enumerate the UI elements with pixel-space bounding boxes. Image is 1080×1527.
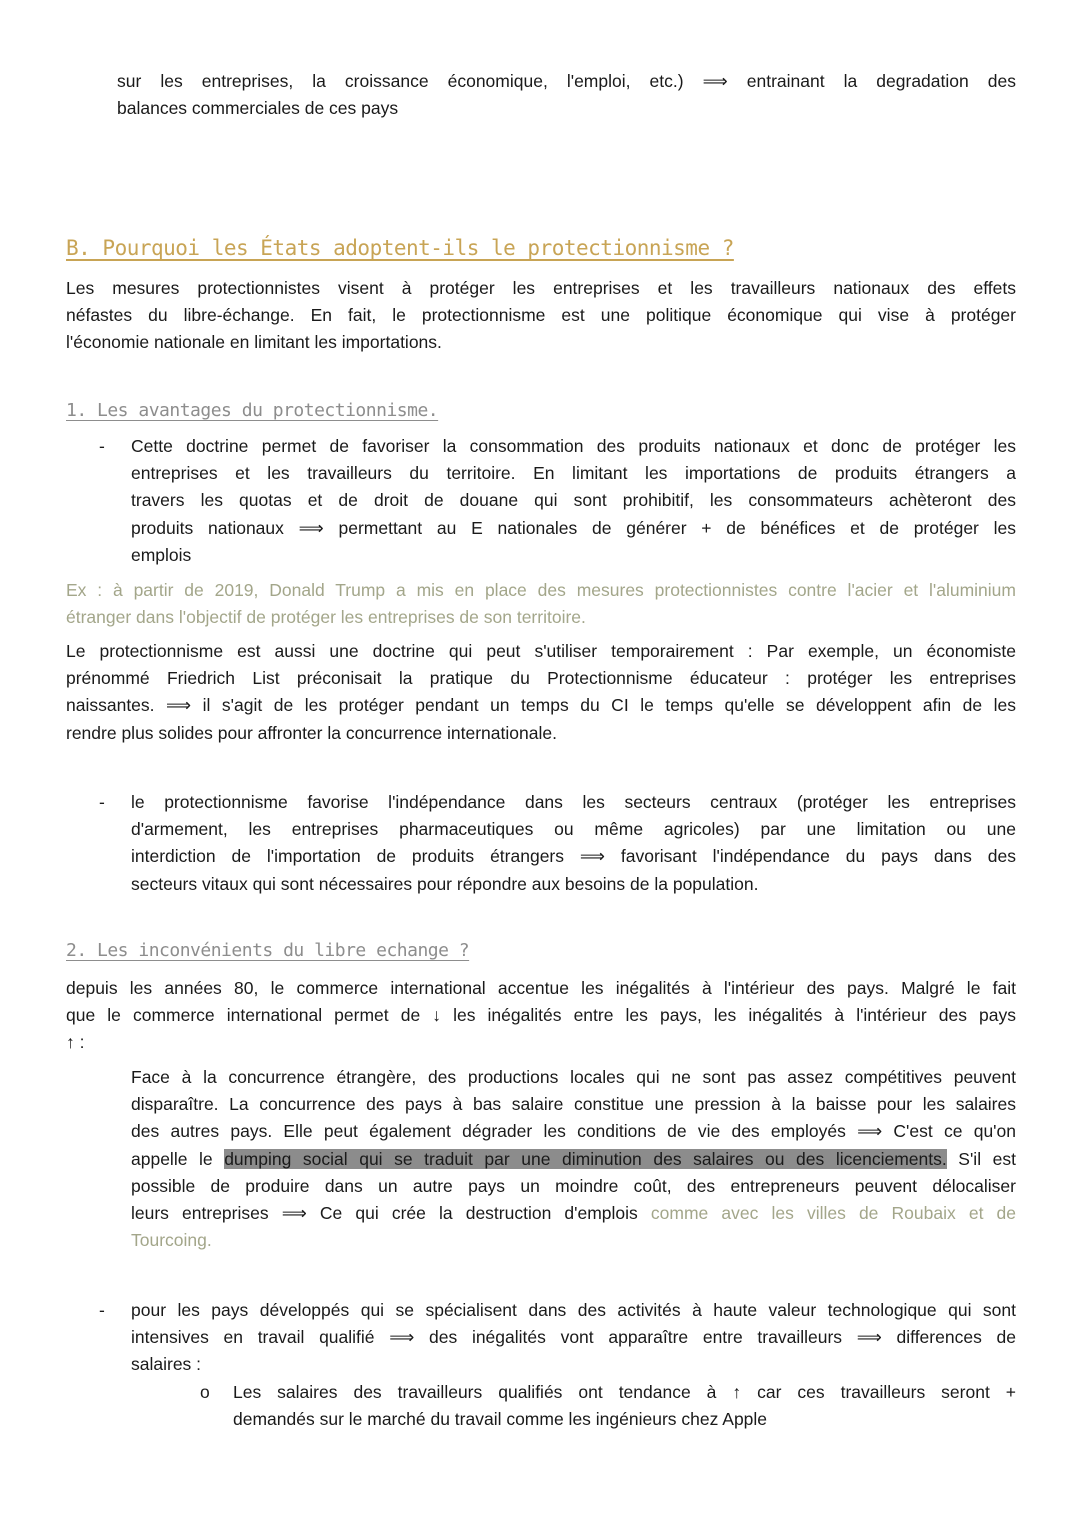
heading-b: B. Pourquoi les États adoptent-ils le protectionnisme ?: [66, 236, 734, 260]
para-2-line: que le commerce international permet de ↓ les inégalités entre les pays, les inégalités à l'intérieur des pays: [66, 1005, 1016, 1026]
para-list-line: Le protectionnisme est aussi une doctrine qui peut s'utiliser temporairement : Par exemple, un économiste: [66, 641, 1016, 661]
bullet-3-line: intensives en travail qualifié ⟹ des inégalités vont apparaître entre travailleurs ⟹ differences de: [131, 1327, 1016, 1348]
intro-continuation-line: sur les entreprises, la croissance économique, l'emploi, etc.) ⟹ entrainant la degradation des: [117, 71, 1016, 91]
bullet-1-line: emplois: [131, 544, 192, 565]
para-b-line: Les mesures protectionnistes visent à protéger les entreprises et les travailleurs nationaux des effets: [66, 278, 1016, 298]
para-dumping-line: [131, 1229, 1016, 1251]
heading-1: 1. Les avantages du protectionnisme.: [66, 400, 439, 421]
text-segment: leurs entreprises ⟹ Ce qui crée la destruction d'emplois: [131, 1203, 651, 1223]
bullet-2-line: secteurs vitaux qui sont nécessaires pour répondre aux besoins de la population.: [131, 873, 759, 894]
para-dumping-line: [131, 1148, 1016, 1170]
bullet-3-line: pour les pays développés qui se spécialisent dans des activités à haute valeur technologique qui sont: [131, 1300, 1016, 1320]
sub-bullet-line: Les salaires des travailleurs qualifiés ont tendance à ↑ car ces travailleurs seront +: [233, 1382, 1016, 1402]
bullet-2-line: d'armement, les entreprises pharmaceutiques ou même agricoles) par une limitation ou une: [131, 819, 1016, 840]
bullet-marker: -: [99, 436, 105, 456]
example-trump-line: Ex : à partir de 2019, Donald Trump a mis en place des mesures protectionnistes contre l'acier et l'aluminium: [66, 580, 1016, 600]
para-2-line: ↑ :: [66, 1032, 85, 1053]
heading-2: 2. Les inconvénients du libre echange ?: [66, 940, 470, 961]
example-text: comme avec les villes de Roubaix et de: [650, 1203, 1017, 1223]
text-segment: appelle le: [131, 1148, 225, 1169]
para-list-line: prénommé Friedrich List préconisait la pratique du Protectionnisme éducateur : protéger les entreprises: [66, 668, 1016, 689]
bullet-1-line: travers les quotas et de droit de douane qui sont prohibitif, les consommateurs achèteront des: [131, 490, 1016, 511]
para-dumping-line: Face à la concurrence étrangère, des productions locales qui ne sont pas assez compétitives peuvent: [131, 1067, 1016, 1087]
bullet-1-line: produits nationaux ⟹ permettant au E nationales de générer + de bénéfices et de protéger les: [131, 517, 1016, 538]
bullet-2-line: interdiction de l'importation de produits étrangers ⟹ favorisant l'indépendance du pays dans des: [131, 846, 1016, 867]
sub-bullet-line: demandés sur le marché du travail comme les ingénieurs chez Apple: [233, 1409, 768, 1430]
intro-continuation-line: balances commerciales de ces pays: [117, 98, 399, 119]
bullet-3-line: salaires :: [131, 1354, 202, 1375]
para-dumping-line: possible de produire dans un autre pays un moindre coût, des entrepreneurs peuvent délocaliser: [131, 1175, 1016, 1196]
para-dumping-line: [131, 1202, 1016, 1224]
highlighted-text: dumping social qui se traduit par une diminution des salaires ou des licenciements.: [224, 1148, 947, 1169]
para-dumping-line: disparaître. La concurrence des pays à bas salaire constitue une pression à la baisse pour les salaires: [131, 1094, 1016, 1115]
bullet-1-line: entreprises et les travailleurs du territoire. En limitant les importations de produits étrangers a: [131, 463, 1016, 484]
bullet-1-line: Cette doctrine permet de favoriser la consommation des produits nationaux et donc de protéger les: [131, 436, 1016, 456]
example-trump-line: étranger dans l'objectif de protéger les entreprises de son territoire.: [66, 607, 586, 628]
para-b-line: l'économie nationale en limitant les importations.: [66, 332, 442, 353]
para-2-line: depuis les années 80, le commerce international accentue les inégalités à l'intérieur des pays. Malgré le fait: [66, 978, 1016, 998]
para-b-line: néfastes du libre-échange. En fait, le protectionnisme est une politique économique qui vise à protéger: [66, 305, 1016, 326]
example-text: Tourcoing.: [131, 1230, 212, 1251]
bullet-marker: o: [200, 1382, 210, 1402]
text-segment: S'il est: [946, 1148, 1016, 1169]
bullet-marker: -: [99, 792, 105, 812]
bullet-2-line: le protectionnisme favorise l'indépendance dans les secteurs centraux (protéger les entreprises: [131, 792, 1016, 812]
bullet-marker: -: [99, 1300, 105, 1320]
para-dumping-line: des autres pays. Elle peut également dégrader les conditions de vie des employés ⟹ C'est ce qu'on: [131, 1121, 1016, 1142]
para-list-line: naissantes. ⟹ il s'agit de les protéger pendant un temps du CI le temps qu'elle se développent afin de les: [66, 695, 1016, 716]
para-list-line: rendre plus solides pour affronter la concurrence internationale.: [66, 722, 557, 743]
